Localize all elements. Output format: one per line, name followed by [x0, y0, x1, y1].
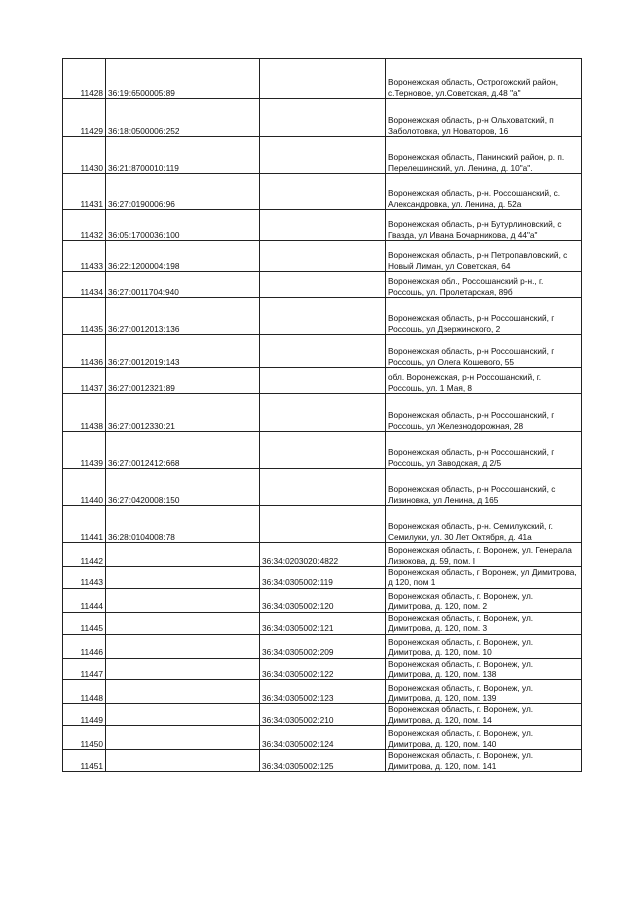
table-row [63, 298, 582, 335]
row-number-cell: 11439 [63, 432, 106, 469]
row-number-cell: 11431 [63, 174, 106, 210]
row-number-cell: 11435 [63, 298, 106, 335]
address-cell: Воронежская область, г. Воронеж, ул. Димитрова, д. 120, пом. 3 [386, 612, 582, 634]
cadastral-number-cell: 36:27:0012019:143 [106, 335, 260, 368]
table-row [63, 59, 582, 99]
cadastral-number-cell: 36:27:0012013:136 [106, 298, 260, 335]
address-cell: Воронежская область, г. Воронеж, ул. Димитрова, д. 120, пом. 140 [386, 726, 582, 750]
cadastral-number-cell [106, 750, 260, 772]
room-cadastral-number-cell [260, 99, 386, 137]
room-cadastral-number-cell: 36:34:0305002:122 [260, 658, 386, 680]
cadastral-number-cell: 36:18:0500006:252 [106, 99, 260, 137]
address-cell: Воронежская область, г. Воронеж, ул. Димитрова, д. 120, пом. 141 [386, 750, 582, 772]
address-cell: Воронежская область, г. Воронеж, ул. Димитрова, д. 120, пом. 10 [386, 634, 582, 658]
row-number-cell: 11434 [63, 272, 106, 298]
cadastral-number-cell [106, 543, 260, 567]
cadastral-number-cell [106, 612, 260, 634]
address-cell: Воронежская область, г. Воронеж, ул. Димитрова, д. 120, пом. 2 [386, 588, 582, 612]
address-cell: Воронежская область, р-н Россошанский, г Россошь, ул Олега Кошевого, 55 [386, 335, 582, 368]
address-cell: Воронежская область, г. Воронеж, ул. Генерала Лизюкова, д. 59, пом. I [386, 543, 582, 567]
row-number-cell: 11444 [63, 588, 106, 612]
room-cadastral-number-cell: 36:34:0305002:121 [260, 612, 386, 634]
table-row [63, 174, 582, 210]
table-body [63, 59, 582, 772]
address-cell: Воронежская область, р-н Ольховатский, п Заболотовка, ул Новаторов, 16 [386, 99, 582, 137]
row-number-cell: 11430 [63, 137, 106, 174]
room-cadastral-number-cell: 36:34:0305002:123 [260, 680, 386, 704]
row-number-cell: 11446 [63, 634, 106, 658]
row-number-cell: 11449 [63, 704, 106, 726]
room-cadastral-number-cell [260, 272, 386, 298]
address-cell: Воронежская область, г. Воронеж, ул. Димитрова, д. 120, пом. 138 [386, 658, 582, 680]
room-cadastral-number-cell [260, 394, 386, 432]
row-number-cell: 11438 [63, 394, 106, 432]
table-row [63, 137, 582, 174]
cadastral-number-cell [106, 680, 260, 704]
address-cell: обл. Воронежская, р-н Россошанский, г. Россошь, ул. 1 Мая, 8 [386, 368, 582, 394]
room-cadastral-number-cell: 36:34:0305002:125 [260, 750, 386, 772]
table-row [63, 432, 582, 469]
table-row [63, 612, 582, 634]
table-row [63, 750, 582, 772]
address-cell: Воронежская область, р-н Россошанский, г Россошь, ул Железнодорожная, 28 [386, 394, 582, 432]
address-cell: Воронежская обл., Россошанский р-н., г. Россошь, ул. Пролетарская, 89б [386, 272, 582, 298]
row-number-cell: 11445 [63, 612, 106, 634]
table-row [63, 394, 582, 432]
row-number-cell: 11429 [63, 99, 106, 137]
room-cadastral-number-cell [260, 506, 386, 543]
table-row [63, 506, 582, 543]
address-cell: Воронежская область, р-н Петропавловский, с Новый Лиман, ул Советская, 64 [386, 241, 582, 272]
room-cadastral-number-cell [260, 241, 386, 272]
address-cell: Воронежская область, р-н. Россошанский, с. Александровка, ул. Ленина, д. 52а [386, 174, 582, 210]
table-row [63, 210, 582, 241]
address-cell: Воронежская область, г. Воронеж, ул. Димитрова, д. 120, пом. 139 [386, 680, 582, 704]
cadastral-number-cell: 36:22:1200004:198 [106, 241, 260, 272]
room-cadastral-number-cell [260, 210, 386, 241]
cadastral-number-cell: 36:27:0420008:150 [106, 469, 260, 506]
cadastral-number-cell [106, 588, 260, 612]
room-cadastral-number-cell: 36:34:0305002:124 [260, 726, 386, 750]
address-cell: Воронежская область, р-н. Семилукский, г. Семилуки, ул. 30 Лет Октября, д. 41а [386, 506, 582, 543]
cadastral-number-cell [106, 634, 260, 658]
cadastral-number-cell [106, 658, 260, 680]
room-cadastral-number-cell: 36:34:0203020:4822 [260, 543, 386, 567]
table-row [63, 588, 582, 612]
cadastral-number-cell: 36:21:8700010:119 [106, 137, 260, 174]
address-cell: Воронежская область, Острогожский район, с.Терновое, ул.Советская, д.48 "а" [386, 59, 582, 99]
cadastral-number-cell [106, 704, 260, 726]
row-number-cell: 11440 [63, 469, 106, 506]
table-row [63, 543, 582, 567]
row-number-cell: 11428 [63, 59, 106, 99]
room-cadastral-number-cell [260, 432, 386, 469]
address-cell: Воронежская область, р-н Бутурлиновский, с Гвазда, ул Ивана Бочарникова, д 44"а" [386, 210, 582, 241]
room-cadastral-number-cell [260, 298, 386, 335]
room-cadastral-number-cell: 36:34:0305002:210 [260, 704, 386, 726]
table-row [63, 680, 582, 704]
address-cell: Воронежская область, г Воронеж, ул Димитрова, д 120, пом 1 [386, 567, 582, 589]
row-number-cell: 11441 [63, 506, 106, 543]
room-cadastral-number-cell [260, 59, 386, 99]
room-cadastral-number-cell [260, 174, 386, 210]
table-row [63, 241, 582, 272]
row-number-cell: 11447 [63, 658, 106, 680]
row-number-cell: 11448 [63, 680, 106, 704]
room-cadastral-number-cell [260, 137, 386, 174]
row-number-cell: 11437 [63, 368, 106, 394]
address-cell: Воронежская область, Панинский район, р. п. Перелешинский, ул. Ленина, д. 10"а". [386, 137, 582, 174]
address-cell: Воронежская область, г. Воронеж, ул. Димитрова, д. 120, пом. 14 [386, 704, 582, 726]
row-number-cell: 11433 [63, 241, 106, 272]
cadastral-number-cell: 36:27:0012321:89 [106, 368, 260, 394]
row-number-cell: 11451 [63, 750, 106, 772]
cadastral-number-cell: 36:05:1700036:100 [106, 210, 260, 241]
property-table [62, 58, 582, 772]
table-row [63, 469, 582, 506]
row-number-cell: 11432 [63, 210, 106, 241]
row-number-cell: 11442 [63, 543, 106, 567]
room-cadastral-number-cell [260, 368, 386, 394]
table-row [63, 368, 582, 394]
cadastral-number-cell: 36:27:0012330:21 [106, 394, 260, 432]
cadastral-number-cell: 36:27:0011704:940 [106, 272, 260, 298]
room-cadastral-number-cell: 36:34:0305002:120 [260, 588, 386, 612]
table-row [63, 658, 582, 680]
row-number-cell: 11436 [63, 335, 106, 368]
cadastral-number-cell [106, 726, 260, 750]
address-cell: Воронежская область, р-н Россошанский, с Лизиновка, ул Ленина, д 165 [386, 469, 582, 506]
table-row [63, 567, 582, 589]
table-row [63, 272, 582, 298]
table-row [63, 704, 582, 726]
address-cell: Воронежская область, р-н Россошанский, г Россошь, ул Дзержинского, 2 [386, 298, 582, 335]
row-number-cell: 11443 [63, 567, 106, 589]
cadastral-number-cell: 36:19:6500005:89 [106, 59, 260, 99]
cadastral-number-cell: 36:27:0012412:668 [106, 432, 260, 469]
room-cadastral-number-cell: 36:34:0305002:119 [260, 567, 386, 589]
cadastral-number-cell: 36:27:0190006:96 [106, 174, 260, 210]
table-row [63, 726, 582, 750]
cadastral-number-cell: 36:28:0104008:78 [106, 506, 260, 543]
table-row [63, 99, 582, 137]
room-cadastral-number-cell: 36:34:0305002:209 [260, 634, 386, 658]
table-row [63, 335, 582, 368]
room-cadastral-number-cell [260, 469, 386, 506]
table-row [63, 634, 582, 658]
cadastral-number-cell [106, 567, 260, 589]
row-number-cell: 11450 [63, 726, 106, 750]
room-cadastral-number-cell [260, 335, 386, 368]
address-cell: Воронежская область, р-н Россошанский, г Россошь, ул Заводская, д 2/5 [386, 432, 582, 469]
